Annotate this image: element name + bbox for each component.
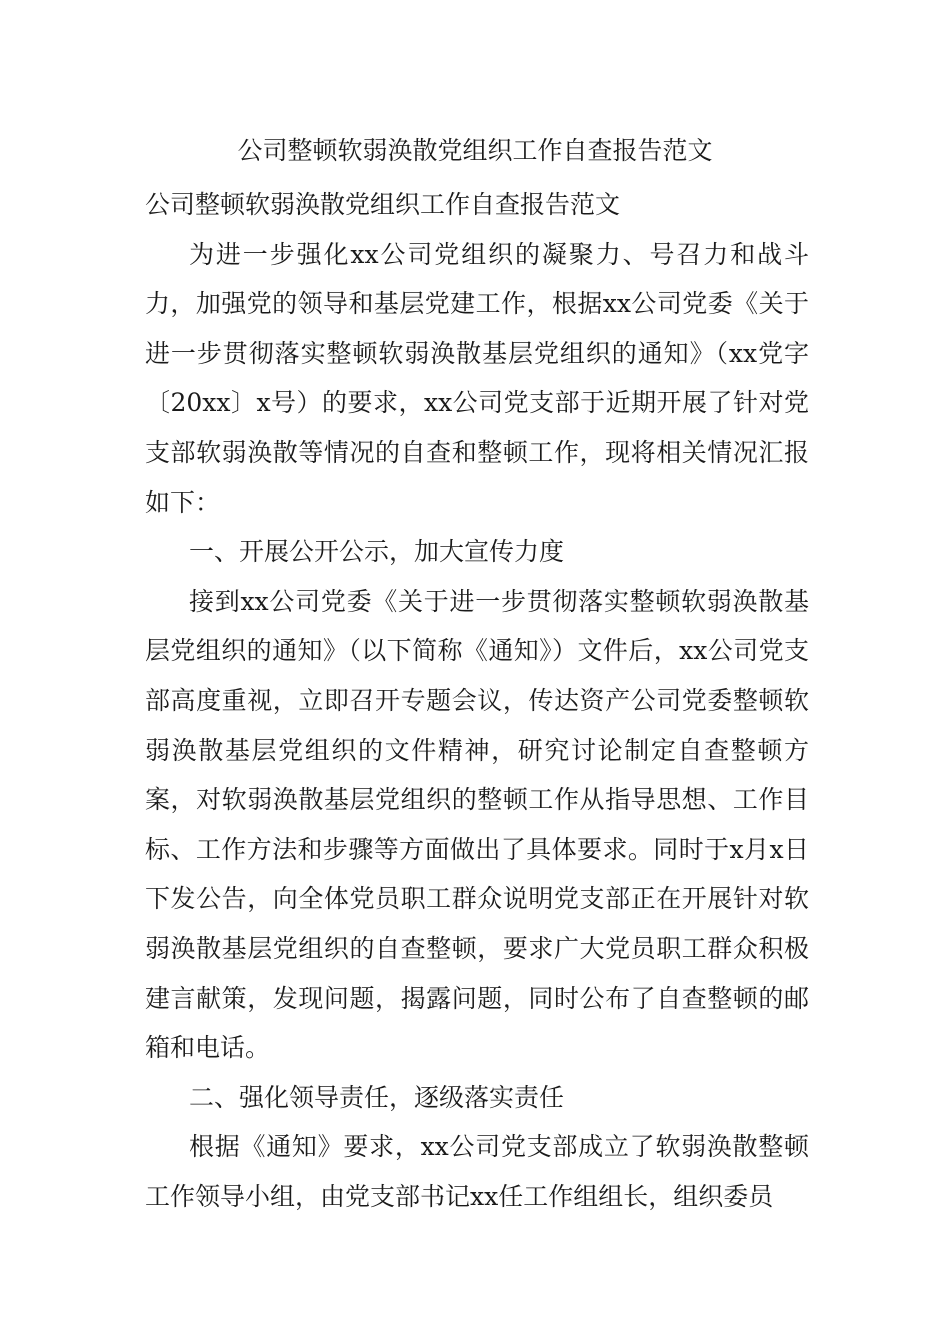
document-body [145, 180, 809, 1221]
section-heading-2: 二、强化领导责任，逐级落实责任 [189, 1082, 565, 1112]
section-1-paragraph: 接到xx公司党委《关于进一步贯彻落实整顿软弱涣散基层党组织的通知》（以下简称《通知》）文件后，xx公司党支部高度重视，立即召开专题会议，传达资产公司党委整顿软弱涣散基层党组织的文件精神，研究讨论制定自查整顿方案，对软弱涣散基层党组织的整顿工作从指导思想、工作目标、工作方法和步骤等方面做出了具体要求。同时于x月x日下发公告，向全体党员职工群众说明党支部正在开展针对软弱涣散基层党组织的自查整顿，要求广大党员职工群众积极建言献策，发现问题，揭露问题，同时公布了自查整顿的邮箱和电话。 [145, 586, 809, 1063]
document-title: 公司整顿软弱涣散党组织工作自查报告范文 [237, 136, 713, 165]
intro-paragraph: 为进一步强化xx公司党组织的凝聚力、号召力和战斗力，加强党的领导和基层党建工作，根据xx公司党委《关于进一步贯彻落实整顿软弱涣散基层党组织的通知》（xx党字〔20xx〕x号）的要求，xx公司党支部于近期开展了针对党支部软弱涣散等情况的自查和整顿工作，现将相关情况汇报如下： [145, 239, 809, 517]
document-subtitle: 公司整顿软弱涣散党组织工作自查报告范文 [145, 190, 621, 219]
section-2-paragraph: 根据《通知》要求，xx公司党支部成立了软弱涣散整顿工作领导小组，由党支部书记xx任工作组组长，组织委员 [145, 1132, 809, 1211]
section-heading-1: 一、开展公开公示，加大宣传力度 [189, 537, 565, 567]
